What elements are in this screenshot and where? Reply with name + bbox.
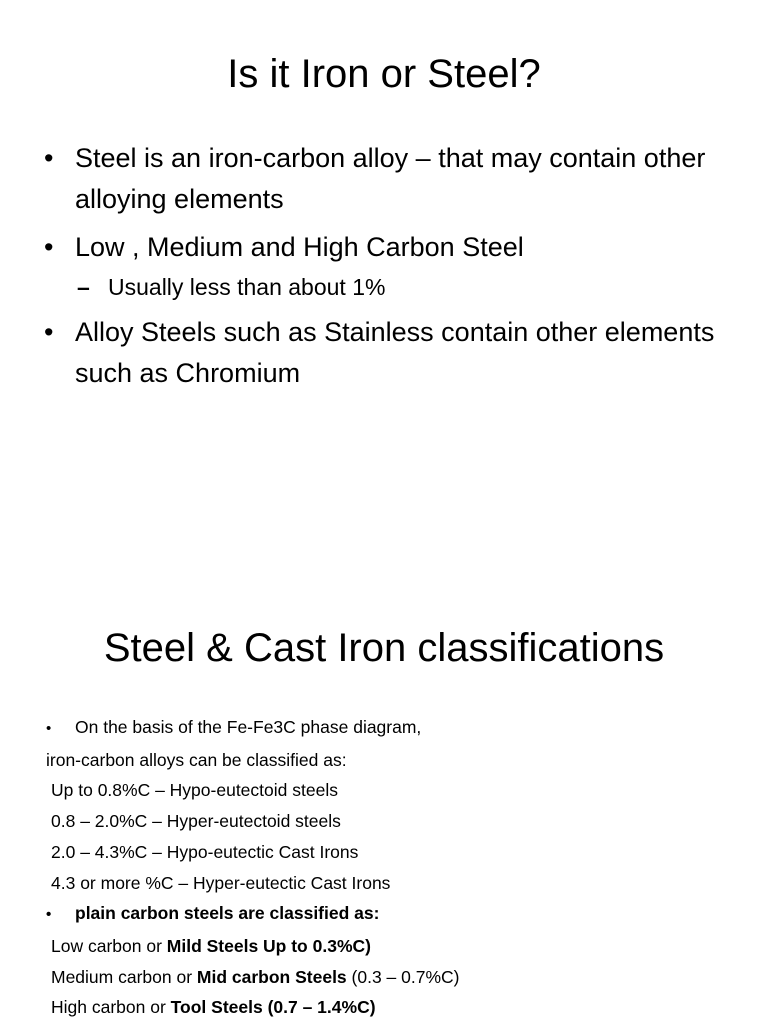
bullet-item (44, 227, 734, 268)
bullet-dot: • (46, 720, 52, 737)
bullet-dot: • (44, 317, 54, 347)
plain-carbon-line (46, 992, 746, 1023)
class-line: 2.0 – 4.3%C – Hypo-eutectic Cast Irons (51, 841, 359, 862)
intro-line: iron-carbon alloys can be classified as: (46, 749, 347, 770)
plain-carbon-line (46, 962, 746, 993)
class-line: 4.3 or more %C – Hyper-eutectic Cast Irons (51, 872, 391, 893)
plain-prefix: Medium carbon or (51, 966, 197, 987)
class-line: Up to 0.8%C – Hypo-eutectoid steels (51, 780, 338, 801)
class-line: 0.8 – 2.0%C – Hyper-eutectoid steels (51, 811, 341, 832)
plain-bold: Mid carbon Steels (196, 966, 347, 987)
bullet-item (44, 138, 734, 220)
bullet-list (44, 138, 734, 401)
plain-bold: Tool Steels (0.7 – 1.4%C) (170, 997, 376, 1018)
bullet-text: Low , Medium and High Carbon Steel (75, 232, 524, 262)
classification-list (46, 712, 746, 1023)
plain-carbon-bullet (46, 898, 746, 931)
bullet-dot: • (44, 232, 54, 262)
plain-suffix: (0.3 – 0.7%C) (346, 966, 460, 987)
plain-carbon-line (46, 931, 746, 962)
plain-prefix: High carbon or (51, 997, 171, 1018)
sub-bullet-text: Usually less than about 1% (108, 274, 386, 300)
sub-bullet-dash: – (77, 274, 90, 300)
plain-bold: Mild Steels Up to 0.3%C) (166, 935, 371, 956)
slide-title: Steel & Cast Iron classifications (103, 626, 665, 670)
bullet-item (44, 312, 734, 394)
bullet-dot: • (46, 906, 52, 924)
slide-title: Is it Iron or Steel? (227, 52, 541, 96)
bullet-text: Steel is an iron-carbon alloy – that may contain other alloying elements (75, 143, 706, 214)
bullet-text: Alloy Steels such as Stainless contain other elements such as Chromium (75, 317, 715, 388)
intro-bullet (46, 712, 746, 745)
plain-prefix: Low carbon or (51, 935, 167, 956)
bullet-dot: • (44, 143, 54, 173)
plain-carbon-bullet-text: plain carbon steels are classified as: (75, 903, 380, 924)
intro-bullet-text: On the basis of the Fe-Fe3C phase diagram, (75, 717, 422, 737)
sub-bullet-item (44, 271, 734, 304)
slide-classifications (0, 560, 768, 1024)
